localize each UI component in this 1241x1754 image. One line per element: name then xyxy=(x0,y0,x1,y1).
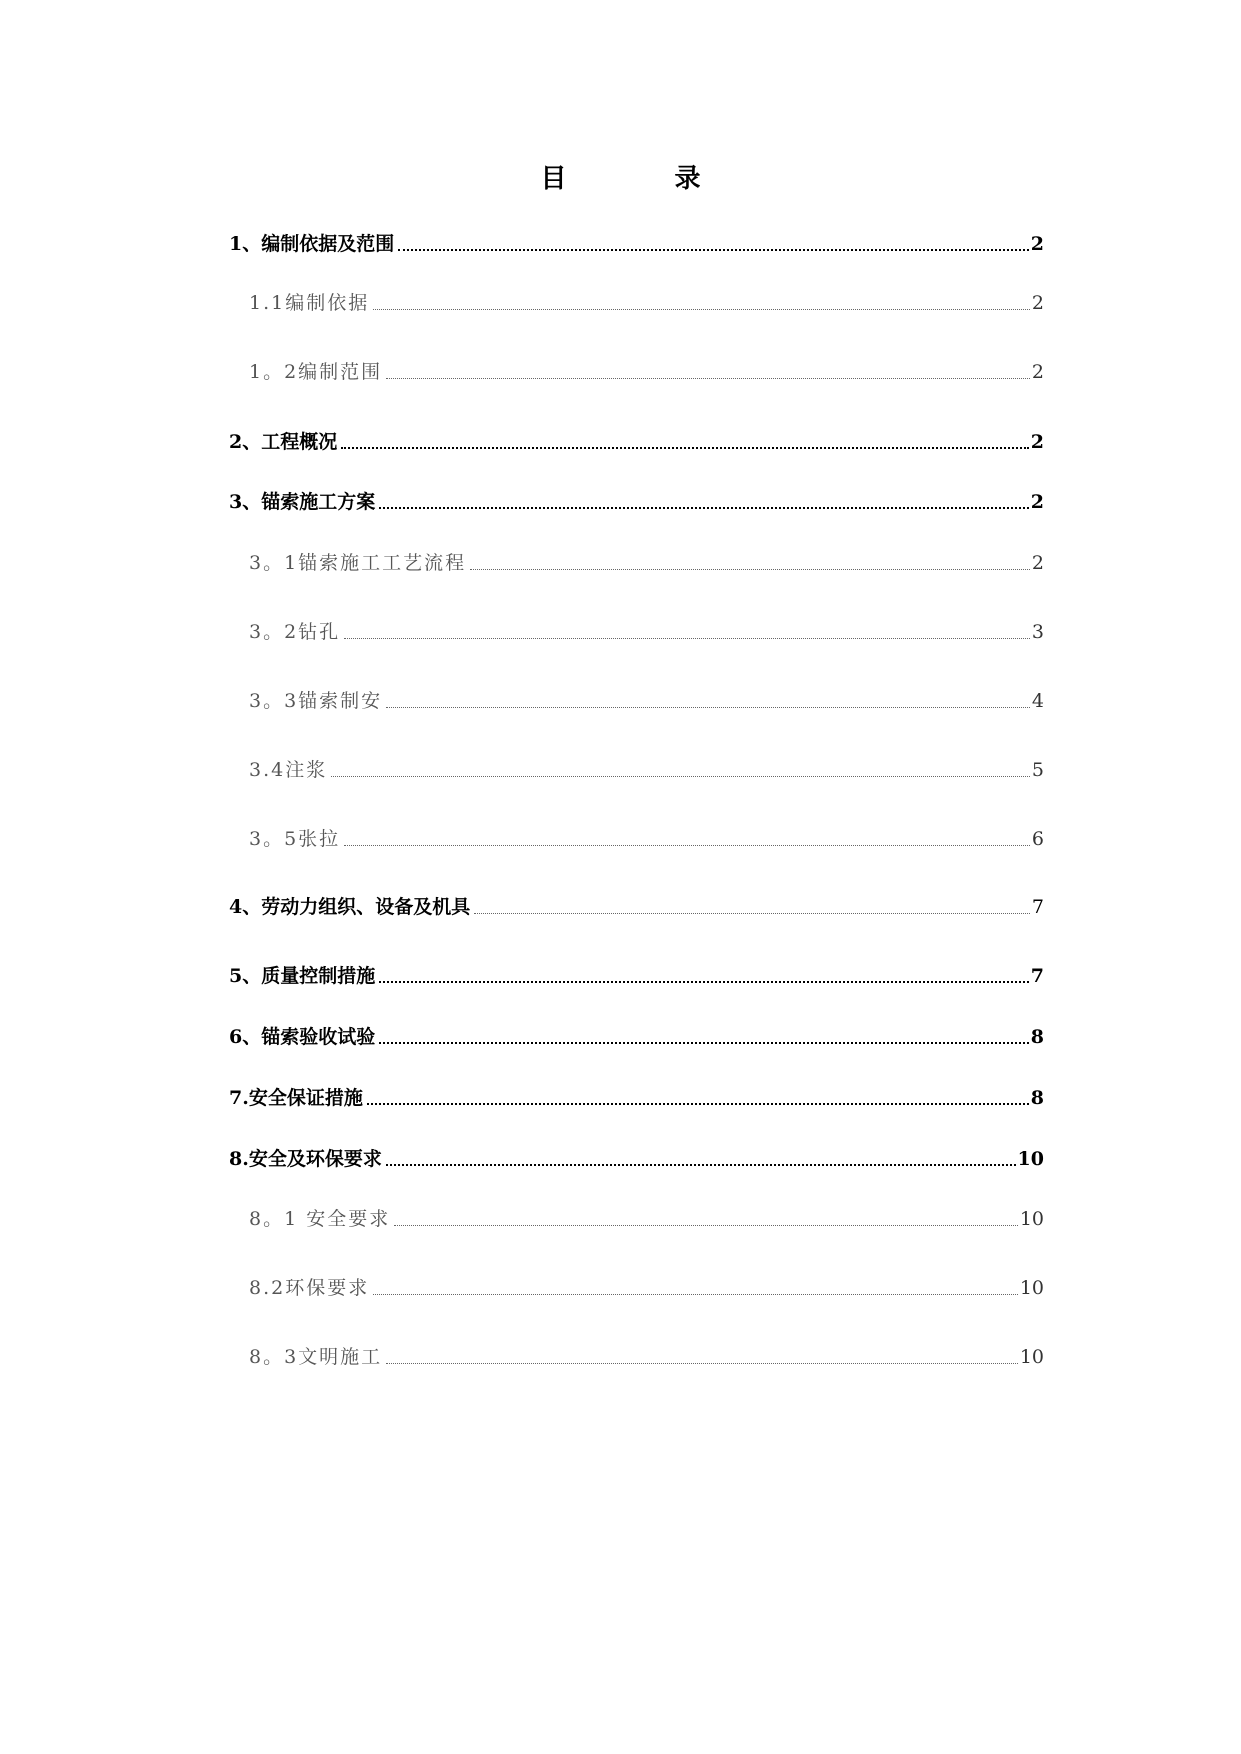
toc-entry[interactable] xyxy=(229,962,1044,990)
dot-leader xyxy=(386,707,1030,708)
toc-entry-text: 3.4注浆 xyxy=(249,759,328,781)
toc-page-number: 2 xyxy=(1031,361,1044,383)
toc-entry[interactable] xyxy=(229,549,1044,577)
dot-leader xyxy=(344,638,1030,639)
toc-entry[interactable] xyxy=(229,756,1044,784)
toc-entry-text: 3。2钻孔 xyxy=(249,621,341,643)
toc-entry-text: 2、工程概况 xyxy=(229,431,338,453)
dot-leader xyxy=(398,249,1029,251)
toc-entry-text: 3、锚索施工方案 xyxy=(229,491,376,513)
dot-leader xyxy=(367,1103,1029,1105)
toc-page-number: 10 xyxy=(1019,1208,1044,1230)
toc-entry[interactable] xyxy=(229,618,1044,646)
toc-entry-text: 3。5张拉 xyxy=(249,828,341,850)
toc-entry-text: 1。2编制范围 xyxy=(249,361,383,383)
toc-entry[interactable] xyxy=(229,1084,1044,1112)
toc-page-number: 10 xyxy=(1019,1277,1044,1299)
toc-page-number: 5 xyxy=(1031,759,1044,781)
toc-entry-text: 5、质量控制措施 xyxy=(229,965,376,987)
toc-page-number: 6 xyxy=(1031,828,1044,850)
toc-entry[interactable] xyxy=(229,1343,1044,1371)
dot-leader xyxy=(394,1225,1018,1226)
toc-entry[interactable] xyxy=(229,893,1044,921)
toc-entry-text: 3。3锚索制安 xyxy=(249,690,383,712)
toc-entry[interactable] xyxy=(229,825,1044,853)
toc-entry-text: 1.1编制依据 xyxy=(249,292,370,314)
toc-entry[interactable] xyxy=(229,289,1044,317)
toc-page-number: 8 xyxy=(1030,1026,1044,1048)
toc-entry[interactable] xyxy=(229,1023,1044,1051)
toc-entry[interactable] xyxy=(229,1145,1044,1173)
dot-leader xyxy=(379,981,1029,983)
toc-page-number: 2 xyxy=(1031,292,1044,314)
dot-leader xyxy=(373,1294,1018,1295)
toc-entry-text: 6、锚索验收试验 xyxy=(229,1026,376,1048)
toc-title xyxy=(0,158,1241,195)
dot-leader xyxy=(373,309,1030,310)
toc-entry-text: 3。1锚索施工工艺流程 xyxy=(249,552,467,574)
toc-entry[interactable] xyxy=(229,428,1044,456)
toc-page-number: 10 xyxy=(1019,1346,1044,1368)
toc-title-part1: 目 xyxy=(540,164,567,194)
toc-page-number: 2 xyxy=(1030,431,1044,453)
toc-page-number: 7 xyxy=(1031,896,1044,918)
toc-page-number: 3 xyxy=(1031,621,1044,643)
toc-entry-text: 8.安全及环保要求 xyxy=(229,1148,382,1170)
toc-entry[interactable] xyxy=(229,230,1044,258)
toc-entry[interactable] xyxy=(229,488,1044,516)
toc-entry-text: 8。3文明施工 xyxy=(249,1346,383,1368)
toc-entry-text: 7.安全保证措施 xyxy=(229,1087,363,1109)
toc-page-number: 7 xyxy=(1030,965,1044,987)
toc-page-number: 2 xyxy=(1030,233,1044,255)
toc-page-number: 2 xyxy=(1030,491,1044,513)
toc-entry[interactable] xyxy=(229,1205,1044,1233)
dot-leader xyxy=(341,447,1029,449)
dot-leader xyxy=(474,913,1030,914)
toc-entry[interactable] xyxy=(229,1274,1044,1302)
toc-title-part2: 录 xyxy=(674,164,701,194)
toc-entry[interactable] xyxy=(229,358,1044,386)
toc-page-number: 8 xyxy=(1030,1087,1044,1109)
toc-entry[interactable] xyxy=(229,687,1044,715)
dot-leader xyxy=(344,845,1030,846)
dot-leader xyxy=(331,776,1030,777)
toc-entry-text: 8.2环保要求 xyxy=(249,1277,370,1299)
dot-leader xyxy=(470,569,1030,570)
dot-leader xyxy=(379,1042,1029,1044)
toc-page-number: 4 xyxy=(1031,690,1044,712)
dot-leader xyxy=(379,507,1029,509)
dot-leader xyxy=(386,1164,1016,1166)
toc-page-number: 2 xyxy=(1031,552,1044,574)
dot-leader xyxy=(386,1363,1018,1364)
dot-leader xyxy=(386,378,1030,379)
toc-entry-text: 4、劳动力组织、设备及机具 xyxy=(229,896,471,918)
toc-entry-text: 1、编制依据及范围 xyxy=(229,233,395,255)
toc-page-number: 10 xyxy=(1017,1148,1044,1170)
toc-entry-text: 8。1 安全要求 xyxy=(249,1208,391,1230)
